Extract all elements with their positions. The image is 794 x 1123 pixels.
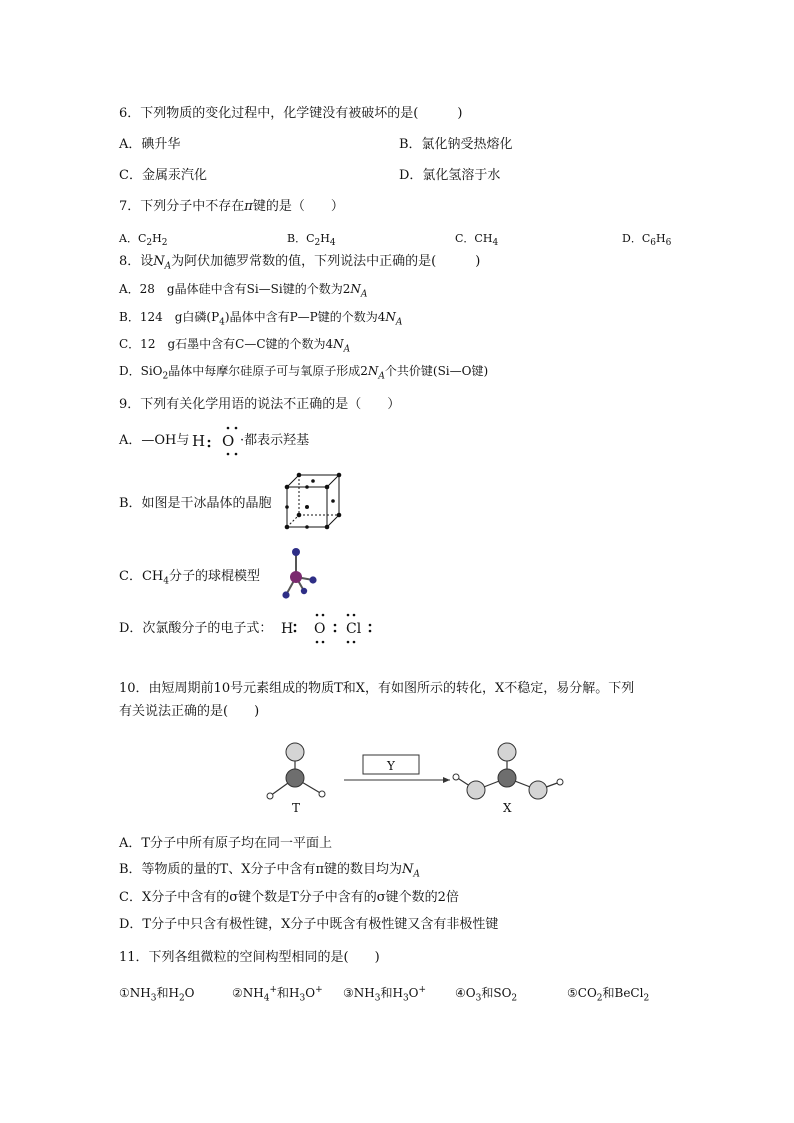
q8-option-c: C．12 g石墨中含有C—C键的个数为$4N_A$ [119, 337, 351, 355]
q9-option-d-lead: D．次氯酸分子的电子式： [119, 621, 273, 636]
q10-reaction-diagram [260, 738, 570, 818]
q11-stem: 11．下列各组微粒的空间构型相同的是( ) [119, 950, 380, 965]
q11-option-2: $②NH_4^+$和$H_3O^+$ [232, 985, 323, 1004]
molecule-t [267, 743, 325, 799]
q9-option-a-o: O [222, 432, 235, 450]
q10-option-b: B．等物质的量的T、X分子中含有π键的数目均为$N_A$ [119, 862, 420, 880]
q8-option-b: B．124 g白磷$(P_4)$晶体中含有P—P键的个数为$4N_A$ [119, 310, 403, 328]
q9-option-d-cl: Cl [346, 621, 362, 637]
q10-stem-line2: 有关说法正确的是( ) [119, 704, 260, 719]
q7-option-c: C．$CH_4$ [455, 232, 499, 249]
q9-option-d-h: H [281, 621, 294, 637]
molecule-x [453, 743, 563, 799]
q6-option-c: C．金属汞汽化 [119, 168, 207, 183]
label-x: X [503, 801, 512, 815]
q8-stem: 8．设$N_A$为阿伏加德罗常数的值，下列说法中正确的是( ) [119, 254, 481, 272]
q11-option-3: $③NH_3$和$H_3O^+$ [343, 985, 427, 1004]
q9-option-a-h: H [192, 432, 206, 450]
methane-ball-stick-model [276, 545, 324, 601]
q10-option-a: A．T分子中所有原子均在同一平面上 [119, 836, 333, 851]
q7-option-d: D．$C_6H_6$ [622, 232, 672, 249]
q8-option-d: D．SiO$_2$晶体中每摩尔硅原子可与氧原子形成$2N_A$个共价键(Si—O键) [119, 364, 489, 382]
q6-option-d: D．氯化氢溶于水 [399, 168, 501, 183]
q6-stem: 6．下列物质的变化过程中，化学键没有被破坏的是( ) [119, 106, 463, 121]
q7-stem: 7．下列分子中不存在π键的是（ ） [119, 199, 344, 214]
q11-option-4: $④O_3$和$SO_2$ [455, 986, 518, 1004]
q9-option-d-o: O [314, 621, 326, 637]
q10-option-c: C．X分子中含有的σ键个数是T分子中含有的σ键个数的2倍 [119, 890, 459, 905]
q10-option-d: D．T分子中只含有极性键，X分子中既含有极性键又含有非极性键 [119, 917, 499, 932]
reagent-label-y: Y [387, 759, 395, 773]
q8-option-a: A．28 g晶体硅中含有Si—Si键的个数为$2N_A$ [119, 282, 368, 300]
hypochlorous-acid-electron-dots [292, 612, 382, 646]
label-t: T [292, 801, 301, 815]
q9-stem: 9．下列有关化学用语的说法不正确的是（ ） [119, 397, 401, 412]
q11-option-1: $①NH_3$和$H_2O$ [119, 986, 195, 1004]
dry-ice-unit-cell-diagram [282, 470, 346, 532]
q9-option-b: B．如图是干冰晶体的晶胞 [119, 496, 272, 511]
q10-stem-line1: 10．由短周期前10号元素组成的物质T和X，有如图所示的转化，X不稳定，易分解。下列 [119, 681, 635, 696]
q7-option-a: A．$C_2H_2$ [119, 232, 168, 249]
q7-option-b: B．$C_2H_4$ [287, 232, 336, 249]
q9-option-a-lead: A．—OH与 [119, 433, 190, 448]
q6-option-a: A．碘升华 [119, 137, 181, 152]
q11-option-5: $⑤CO_2$和BeCl$_2$ [567, 986, 650, 1004]
q9-option-c: C．$CH_4$分子的球棍模型 [119, 569, 260, 587]
q6-option-b: B．氯化钠受热熔化 [399, 137, 513, 152]
q9-option-a-tail: ·都表示羟基 [240, 433, 310, 448]
